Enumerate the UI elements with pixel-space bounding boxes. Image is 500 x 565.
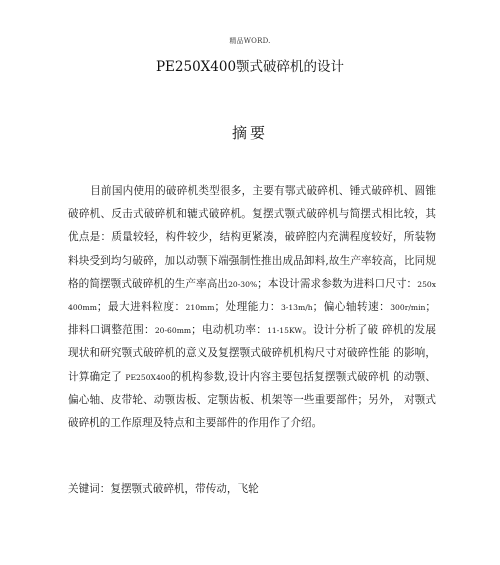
- abstract-value: PE250X400: [125, 372, 171, 382]
- abstract-heading: 摘要: [231, 124, 268, 142]
- document-title: PE250X400颚式破碎机的设计: [155, 59, 345, 75]
- abstract-value: 210mm: [185, 303, 215, 313]
- abstract-value: 20-60mm: [154, 326, 192, 336]
- abstract-value: 250x 400mm: [68, 279, 437, 313]
- abstract-text: ；排料口调整范围：: [68, 301, 437, 337]
- header-note: 精品WORD.: [229, 37, 271, 45]
- abstract-body: [68, 180, 436, 435]
- abstract-text: ；偏心轴转速：: [312, 301, 391, 314]
- abstract-value: 20-30%: [228, 279, 258, 289]
- abstract-text: ；电动机功率：: [191, 324, 268, 337]
- abstract-value: 11-15KW: [267, 326, 303, 336]
- abstract-text: ；处理能力：: [214, 301, 281, 314]
- keywords: 关键词：复摆颚式破碎机，带传动，飞轮: [68, 483, 259, 495]
- abstract-value: 3-13m/h: [280, 303, 313, 313]
- abstract-text: ；最大进料粒度：: [96, 301, 186, 314]
- abstract-text: 的机构参数,设计内容主要包括复摆颚式破碎机 的动颚、偏心轴、皮带轮、动颚齿板、定颚齿板、机架等一些重要部件；另外， 对颚式破碎机的工作原理及特点和主要部件的作用作了介绍。: [68, 370, 436, 430]
- abstract-text: 目前国内使用的破碎机类型很多，主要有鄂式破碎机、锤式破碎机、圆锥破碎机、反击式破碎机和辘式破碎机。复摆式颚式破碎机与简摆式相比较，其优点是：质量较轻，构件较少，结构更紧凑，破碎腔内充满程度较好，所装物料块受到均匀破碎，加以动颚下端强制性推出成品卸料,故生产率较高，比同规格的简摆颚式破碎机的生产率高出: [68, 185, 436, 290]
- abstract-value: 300r/min: [390, 303, 426, 313]
- abstract-text: ；本设计需求参数为进料口尺寸：: [257, 277, 418, 290]
- abstract-text: 。设计分析了破 碎机的发展现状和研究颚式破碎机的意义及复摆颚式破碎机机构尺寸对破碎性能 的影响，计算确定了: [68, 324, 437, 383]
